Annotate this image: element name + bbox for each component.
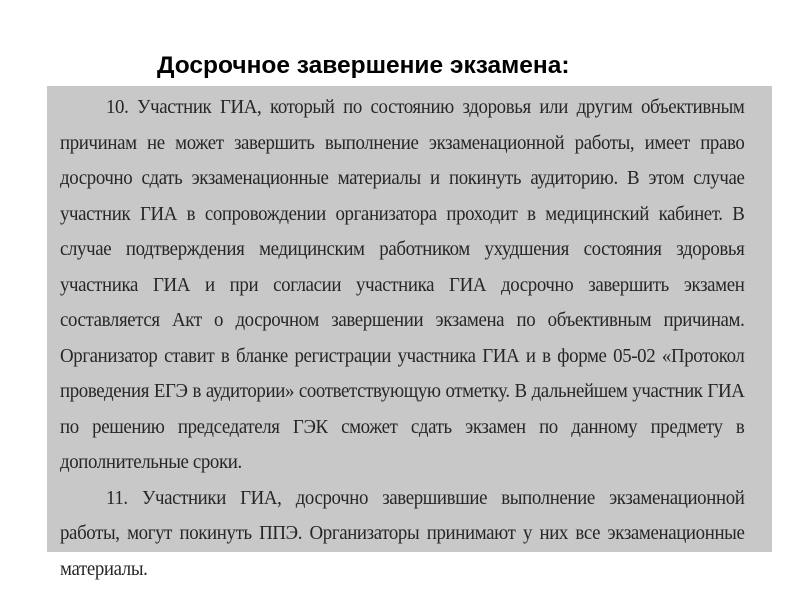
paragraph-11: 11. Участники ГИА, досрочно завершившие выполнение экзаменационной работы, могут покинуть ППЭ. Организаторы принимают у них все экзаменационные материалы.: [60, 486, 745, 580]
scanned-text-image: [47, 86, 772, 580]
paragraph-10: 10. Участник ГИА, который по состоянию здоровья или другим объективным причинам не может завершить выполнение экзаменационной работы, имеет право досрочно сдать экзаменационные материалы и покинуть аудиторию. В этом случае участник ГИА в сопровождении организатора проходит в медицинский кабинет. В случае подтверждения медицинским работником ухудшения состояния здоровья участника ГИА и при согласии участника ГИА досрочно завершить экзамен составляется Акт о досрочном завершении экзамена по объективным причинам. Организатор ставит в бланке регистрации участника ГИА и в форме 05-02 «Протокол проведения ЕГЭ в аудитории» соответствующую отметку. В дальнейшем участник ГИА по решению председателя ГЭК сможет сдать экзамен по данному предмету в дополнительные сроки.: [60, 96, 745, 473]
slide-title: Досрочное завершение экзамена:: [157, 52, 570, 79]
